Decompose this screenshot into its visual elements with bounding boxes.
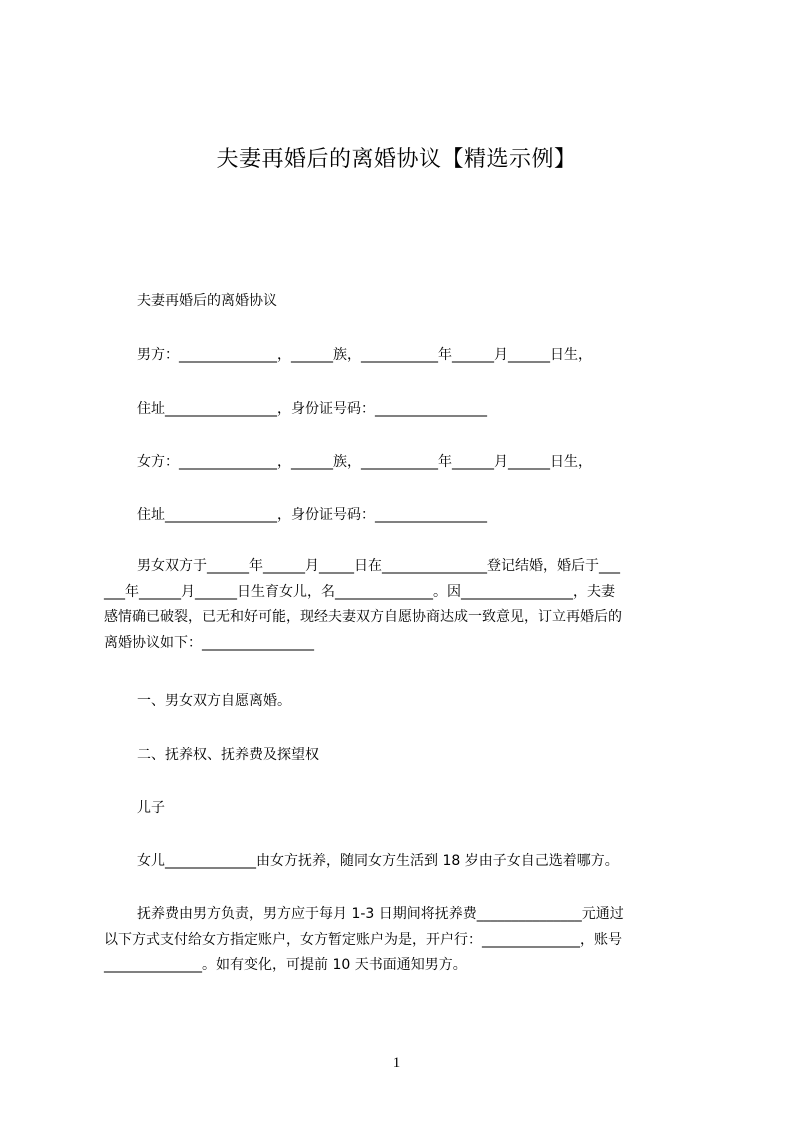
- daughter-custody-line: 女儿_____________由女方抚养，随同女方生活到 18 岁由子女自己选着哪方。: [137, 853, 619, 869]
- marriage-paragraph-line: ___年______月______日生育女儿，名______________。因________________，夫妻: [104, 583, 615, 600]
- female-address-line: 住址________________，身份证号码：________________: [137, 507, 487, 523]
- clause-1: 一、男女双方自愿离婚。: [137, 693, 291, 709]
- child-support-line: 以下方式支付给女方指定账户，女方暂定账户为是，开户行：______________，账号: [104, 931, 622, 948]
- clause-2-heading: 二、抚养权、抚养费及探望权: [137, 747, 319, 763]
- child-support-line: ______________。如有变化，可提前 10 天书面通知男方。: [104, 957, 467, 973]
- page-number: 1: [392, 1055, 401, 1071]
- marriage-paragraph-line: 感情确已破裂，已无和好可能，现经夫妻双方自愿协商达成一致意见，订立再婚后的: [104, 609, 622, 625]
- female-party-line: 女方：______________，______族，___________年______月______日生，: [137, 454, 592, 470]
- marriage-paragraph-line: 离婚协议如下：________________: [104, 634, 314, 651]
- agreement-subtitle: 夫妻再婚后的离婚协议: [137, 293, 277, 309]
- child-support-line: 抚养费由男方负责，男方应于每月 1-3 日期间将抚养费_______________元通过: [137, 906, 624, 922]
- male-party-line: 男方：______________，______族，___________年______月______日生，: [137, 347, 592, 363]
- marriage-paragraph-line: 男女双方于______年______月_____日在_______________登记结婚，婚后于___: [137, 558, 620, 574]
- male-address-line: 住址________________，身份证号码：________________: [137, 401, 487, 417]
- child-support-paragraph: [104, 902, 700, 979]
- son-label: 儿子: [137, 800, 165, 816]
- document-title: 夫妻再婚后的离婚协议【精选示例】: [216, 147, 577, 172]
- marriage-paragraph: [104, 554, 700, 656]
